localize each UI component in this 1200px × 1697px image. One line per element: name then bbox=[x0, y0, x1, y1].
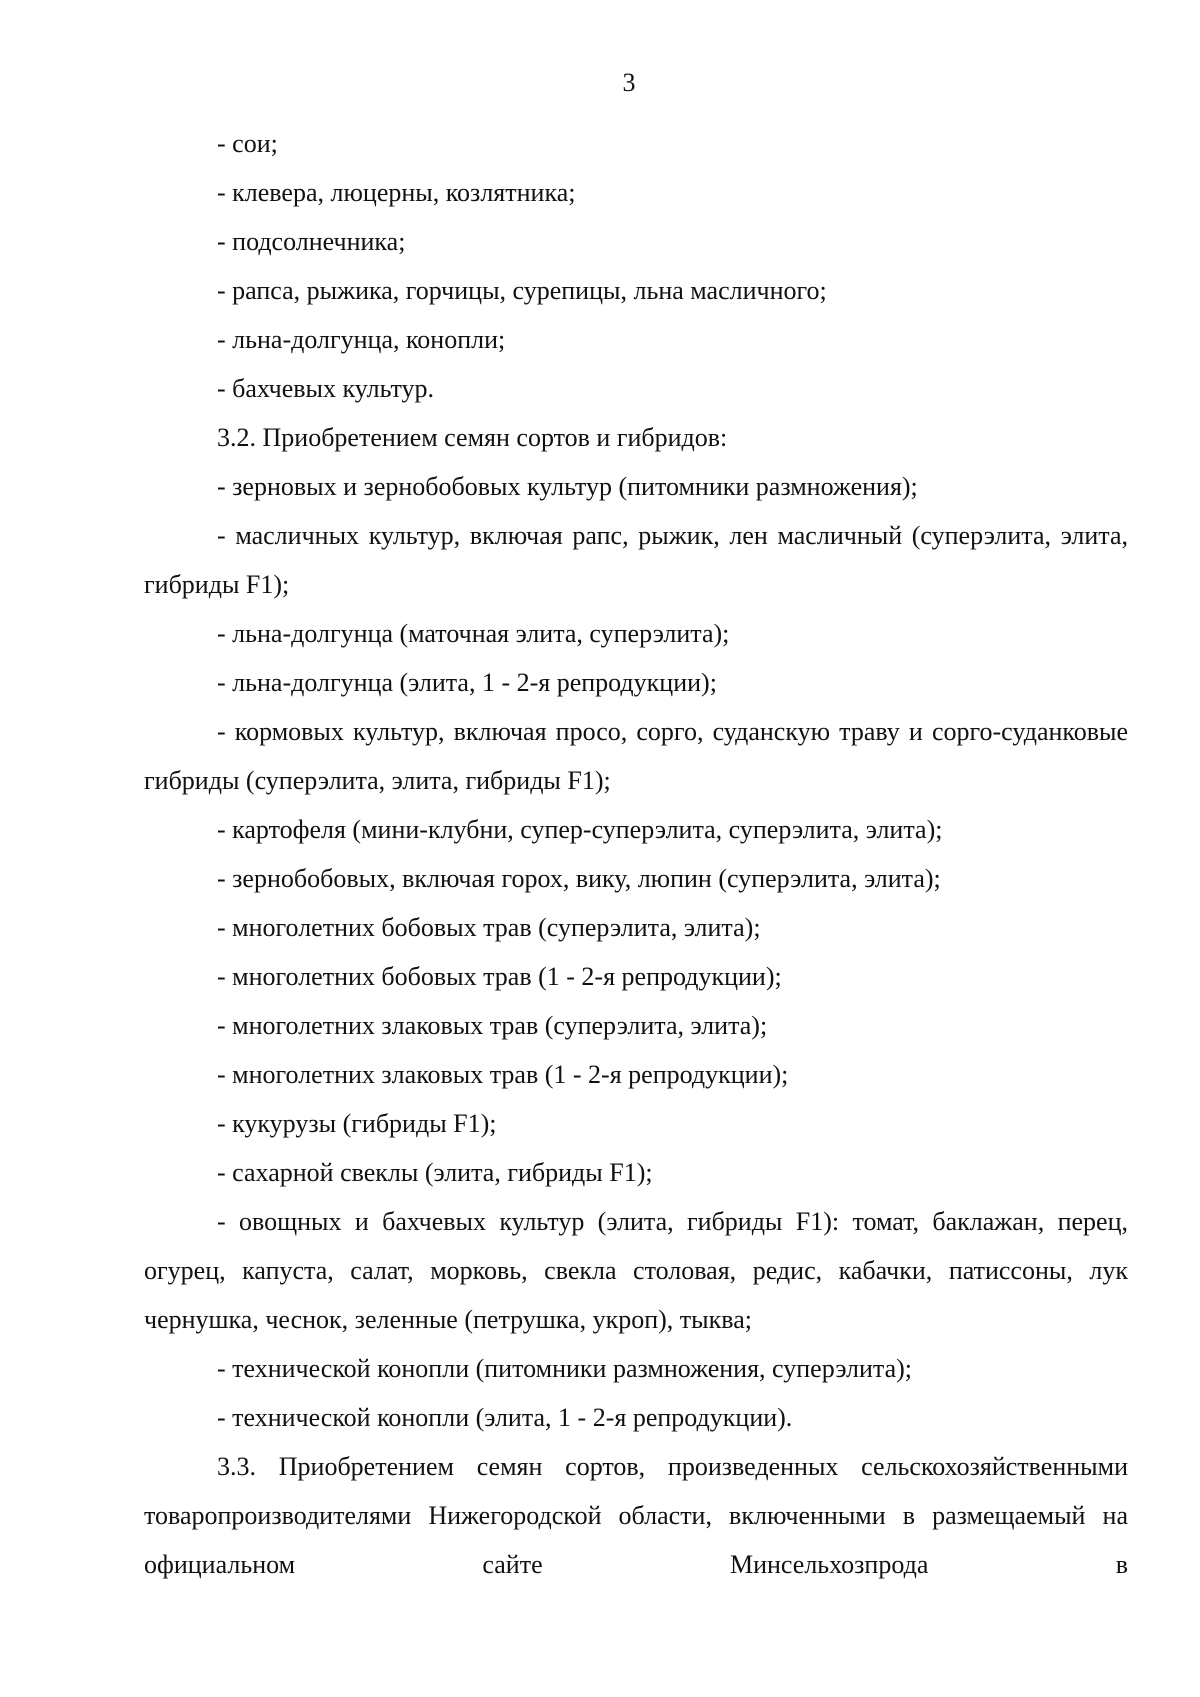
list-item: - овощных и бахчевых культур (элита, гибриды F1): томат, баклажан, перец, огурец, капуста, салат, морковь, свекла столовая, редис, кабачки, патиссоны, лук чернушка, чеснок, зеленные (петрушка, укроп), тыква; bbox=[144, 1207, 1128, 1334]
list-item: - технической конопли (питомники размножения, суперэлита); bbox=[217, 1354, 913, 1383]
list-item: - многолетних бобовых трав (1 - 2-я репродукции); bbox=[217, 962, 782, 991]
list-item: - технической конопли (элита, 1 - 2-я репродукции). bbox=[217, 1403, 793, 1432]
list-item: - многолетних злаковых трав (суперэлита, элита); bbox=[217, 1011, 768, 1040]
list-item: - кукурузы (гибриды F1); bbox=[217, 1109, 497, 1138]
page-number: 3 bbox=[622, 68, 636, 97]
list-item: - зерновых и зернобобовых культур (питомники размножения); bbox=[217, 472, 918, 501]
list-item: - многолетних злаковых трав (1 - 2-я репродукции); bbox=[217, 1060, 789, 1089]
list-item: - подсолнечника; bbox=[217, 227, 406, 256]
list-item: - масличных культур, включая рапс, рыжик, лен масличный (суперэлита, элита, гибриды F1); bbox=[144, 521, 1128, 599]
document-body bbox=[144, 119, 1128, 1589]
list-item: - многолетних бобовых трав (суперэлита, элита); bbox=[217, 913, 761, 942]
list-item: - бахчевых культур. bbox=[217, 374, 434, 403]
list-item: - клевера, люцерны, козлятника; bbox=[217, 178, 576, 207]
list-item: - сахарной свеклы (элита, гибриды F1); bbox=[217, 1158, 653, 1187]
list-item: - льна-долгунца, конопли; bbox=[217, 325, 506, 354]
list-item: - льна-долгунца (маточная элита, суперэлита); bbox=[217, 619, 730, 648]
list-item: - льна-долгунца (элита, 1 - 2-я репродукции); bbox=[217, 668, 717, 697]
section-heading: 3.2. Приобретением семян сортов и гибридов: bbox=[217, 423, 728, 452]
list-item: - рапса, рыжика, горчицы, сурепицы, льна масличного; bbox=[217, 276, 827, 305]
list-item: - сои; bbox=[217, 129, 278, 158]
list-item: - зернобобовых, включая горох, вику, люпин (суперэлита, элита); bbox=[217, 864, 941, 893]
list-item: - картофеля (мини-клубни, супер-суперэлита, суперэлита, элита); bbox=[217, 815, 943, 844]
list-item: - кормовых культур, включая просо, сорго, суданскую траву и сорго-суданковые гибриды (суперэлита, элита, гибриды F1); bbox=[144, 717, 1128, 795]
section-paragraph: 3.3. Приобретением семян сортов, произведенных сельскохозяйственными товаропроизводителями Нижегородской области, включенными в размещаемый на официальном сайте Минсельхозпрода в bbox=[144, 1452, 1128, 1579]
